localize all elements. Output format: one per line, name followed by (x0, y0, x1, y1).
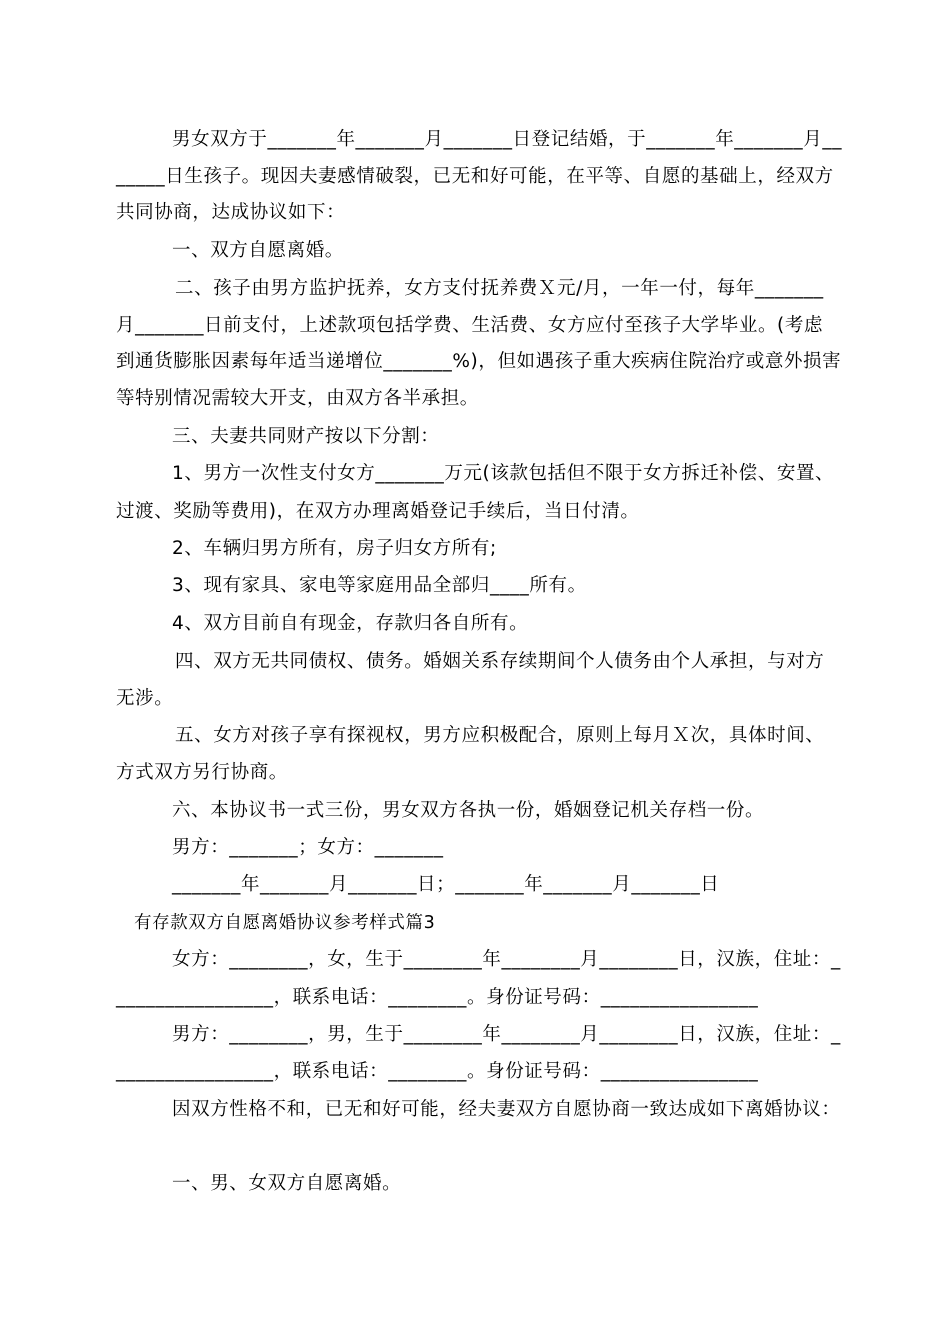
paragraph-line: 等特别情况需较大开支，由双方各半承担。 (116, 388, 479, 409)
paragraph-line: 因双方性格不和，已无和好可能，经夫妻双方自愿协商一致达成如下离婚协议： (172, 1099, 841, 1120)
signature-line: 男方：_______；女方：_______ (172, 837, 444, 858)
paragraph-line: 男女双方于_______年_______月_______日登记结婚，于_______年_______月__ (172, 129, 843, 150)
paragraph-line: 过渡、奖励等费用)，在双方办理离婚登记手续后，当日付清。 (116, 501, 640, 522)
paragraph-line: 3、现有家具、家电等家庭用品全部归____所有。 (172, 575, 587, 596)
paragraph-line: 一、男、女双方自愿离婚。 (172, 1173, 402, 1194)
paragraph-line: 到通货膨胀因素每年适当递增位_______%)，但如遇孩子重大疾病住院治疗或意外损害 (116, 351, 842, 372)
date-line: _______年_______月_______日；_______年_______月_______日 (172, 874, 720, 895)
paragraph-line: 月_______日前支付，上述款项包括学费、生活费、女方应付至孩子大学毕业。(考虑 (116, 315, 824, 336)
paragraph-line: 无涉。 (116, 688, 174, 709)
paragraph-line: 2、车辆归男方所有，房子归女方所有; (172, 538, 497, 559)
party-line: 女方：________，女，生于________年________月________日，汉族，住址：_ (172, 949, 841, 970)
paragraph-line: 方式双方另行协商。 (116, 762, 288, 783)
paragraph-line: _____日生孩子。现因夫妻感情破裂，已无和好可能，在平等、自愿的基础上，经双方 (116, 166, 834, 187)
section-heading: 有存款双方自愿离婚协议参考样式篇3 (134, 913, 436, 933)
paragraph-line: 1、男方一次性支付女方_______万元(该款包括但不限于女方拆迁补偿、安置、 (172, 463, 835, 484)
paragraph-line: 二、孩子由男方监护抚养，女方支付抚养费Ｘ元/月，一年一付，每年_______ (175, 278, 824, 299)
party-line: 男方：________，男，生于________年________月________日，汉族，住址：_ (172, 1024, 841, 1045)
paragraph-line: 四、双方无共同债权、债务。婚姻关系存续期间个人债务由个人承担，与对方 (175, 651, 825, 672)
paragraph-line: 4、双方目前自有现金，存款归各自所有。 (172, 613, 529, 634)
paragraph-line: 五、女方对孩子享有探视权，男方应积极配合，原则上每月Ｘ次，具体时间、 (175, 725, 825, 746)
paragraph-line: 六、本协议书一式三份，男女双方各执一份，婚姻登记机关存档一份。 (172, 800, 765, 821)
party-line: ________________，联系电话：________。身份证号码：________________ (116, 987, 759, 1008)
paragraph-line: 共同协商，达成协议如下： (116, 202, 346, 223)
paragraph-line: 一、双方自愿离婚。 (172, 240, 344, 261)
party-line: ________________，联系电话：________。身份证号码：________________ (116, 1061, 759, 1082)
paragraph-line: 三、夫妻共同财产按以下分割： (172, 426, 440, 447)
